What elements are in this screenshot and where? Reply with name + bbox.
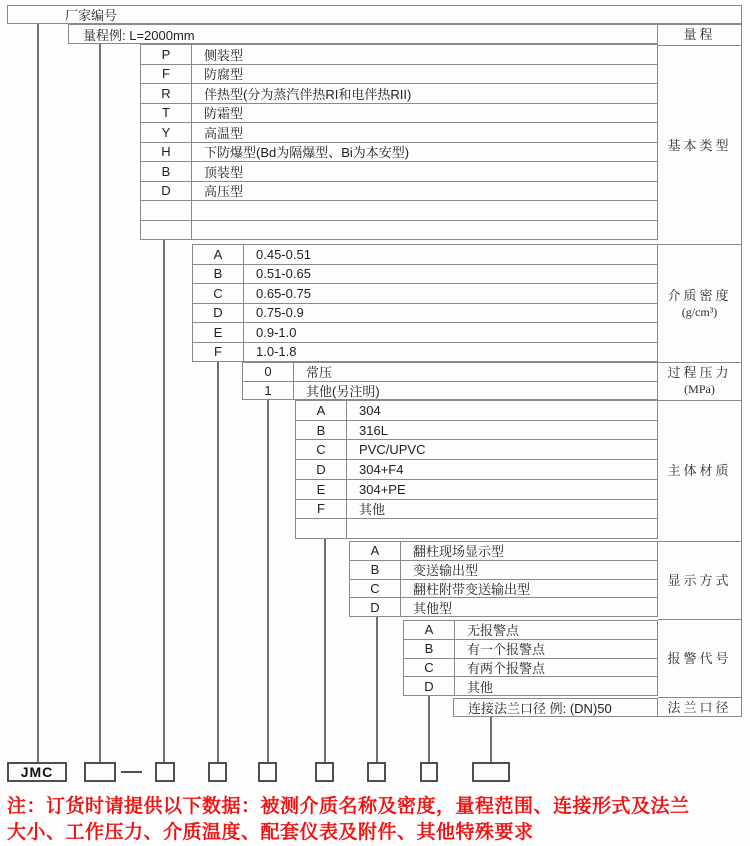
- option-row: [193, 303, 657, 323]
- option-desc: 304+F4: [359, 462, 404, 478]
- connector-line-medium-density: [217, 362, 219, 762]
- option-row: [141, 220, 657, 240]
- code-box-medium-density: [208, 762, 227, 782]
- option-row: [296, 420, 657, 440]
- connector-line-manufacturer: [37, 24, 39, 762]
- option-code: A: [296, 401, 347, 420]
- side-label-process-pressure: 过程压力 (MPa): [658, 362, 741, 400]
- flange-size-text: 连接法兰口径 例: (DN)50: [468, 701, 612, 716]
- option-row: [404, 639, 657, 658]
- option-code: 0: [243, 363, 294, 381]
- option-desc: 变送输出型: [413, 563, 479, 579]
- option-desc: 0.51-0.65: [256, 266, 311, 282]
- option-desc: 高温型: [204, 125, 244, 141]
- option-row: [404, 658, 657, 677]
- option-desc: 0.65-0.75: [256, 285, 311, 301]
- option-code: [296, 519, 347, 538]
- option-code: F: [193, 343, 244, 362]
- option-desc: 其他(另注明): [306, 383, 380, 399]
- option-row: [193, 264, 657, 284]
- option-desc: 其他型: [413, 600, 453, 616]
- option-row: [141, 200, 657, 220]
- connector-line-flange-size: [490, 717, 492, 762]
- option-desc: 有一个报警点: [467, 642, 546, 658]
- code-box-basic-type: [155, 762, 175, 782]
- option-desc: 翻柱附带变送输出型: [413, 581, 531, 597]
- connector-line-process-pressure: [267, 400, 269, 762]
- option-row: [243, 363, 657, 381]
- option-desc: 高压型: [204, 184, 244, 200]
- option-code: [141, 221, 192, 240]
- code-box-alarm-code: [420, 762, 438, 782]
- option-code: B: [193, 265, 244, 284]
- option-desc: [192, 201, 657, 220]
- option-code: B: [404, 640, 455, 658]
- ordering-note: [7, 794, 747, 846]
- option-row: [141, 122, 657, 142]
- connector-line-body-material: [324, 539, 326, 762]
- option-code: T: [141, 104, 192, 123]
- code-box-range: [84, 762, 116, 782]
- option-code: P: [141, 45, 192, 64]
- option-desc: 翻柱现场显示型: [413, 544, 505, 560]
- option-row: [141, 181, 657, 201]
- option-desc: 304+PE: [359, 481, 406, 497]
- option-code: [141, 201, 192, 220]
- option-code: D: [141, 182, 192, 201]
- option-row: [141, 83, 657, 103]
- option-desc: 0.75-0.9: [256, 305, 304, 321]
- option-code: H: [141, 143, 192, 162]
- option-desc: 下防爆型(Bd为隔爆型、Bi为本安型): [204, 145, 410, 161]
- side-label-range: 量程: [683, 27, 716, 43]
- option-row: [296, 459, 657, 479]
- side-label-basic-type: 基本类型: [658, 45, 741, 244]
- option-desc: 316L: [359, 422, 388, 438]
- option-code: D: [193, 304, 244, 323]
- option-code: 1: [243, 382, 294, 400]
- model-code-separator: [121, 771, 142, 773]
- option-desc: [192, 221, 657, 240]
- option-desc: [347, 519, 657, 538]
- option-desc: 1.0-1.8: [256, 344, 297, 360]
- option-desc: 有两个报警点: [467, 660, 546, 676]
- option-desc: 0.45-0.51: [256, 246, 311, 262]
- option-row: [141, 45, 657, 64]
- option-code: D: [404, 677, 455, 695]
- option-code: A: [193, 245, 244, 264]
- option-row: [404, 676, 657, 695]
- side-label-alarm-code: 报警代号: [658, 619, 741, 697]
- option-row: [141, 142, 657, 162]
- side-label-body-material: 主体材质: [658, 400, 741, 541]
- option-code: A: [404, 621, 455, 639]
- option-desc: 防霜型: [204, 106, 244, 122]
- option-row: [141, 161, 657, 181]
- group-alarm-code: [403, 620, 658, 696]
- connector-line-basic-type: [163, 240, 165, 762]
- option-code: A: [350, 542, 401, 560]
- group-basic-type: [140, 44, 658, 240]
- option-row: [350, 597, 657, 616]
- code-box-process-pressure: [258, 762, 277, 782]
- connector-line-range: [99, 44, 101, 762]
- option-row: [350, 579, 657, 598]
- connector-line-alarm-code: [428, 696, 430, 762]
- option-code: C: [404, 659, 455, 677]
- category-label-column: [658, 24, 742, 717]
- manufacturer-code-row: [7, 5, 742, 24]
- option-code: E: [296, 480, 347, 499]
- option-row: [141, 64, 657, 84]
- option-row: [404, 621, 657, 639]
- side-label-medium-density: 介质密度 (g/cm³): [658, 244, 741, 362]
- option-desc: 304: [359, 402, 381, 418]
- flange-size-row: [453, 698, 658, 717]
- option-code: Y: [141, 123, 192, 142]
- group-process-pressure: [242, 362, 658, 400]
- option-row: [296, 479, 657, 499]
- option-code: F: [141, 65, 192, 84]
- option-code: D: [296, 460, 347, 479]
- option-code: C: [193, 284, 244, 303]
- option-row: [193, 245, 657, 264]
- group-medium-density: [192, 244, 658, 362]
- option-row: [193, 283, 657, 303]
- option-desc: 0.9-1.0: [256, 324, 297, 340]
- option-code: F: [296, 500, 347, 519]
- option-desc: 常压: [306, 365, 333, 381]
- range-row: [68, 24, 658, 44]
- option-code: C: [296, 440, 347, 459]
- option-code: E: [193, 323, 244, 342]
- option-code: B: [350, 561, 401, 579]
- option-row: [296, 499, 657, 519]
- option-code: C: [350, 580, 401, 598]
- model-prefix-box: [7, 762, 67, 782]
- side-label-flange-size: 法兰口径: [658, 697, 741, 716]
- option-row: [141, 103, 657, 123]
- code-box-body-material: [315, 762, 334, 782]
- option-row: [296, 401, 657, 420]
- ordering-note-line1: 注：订货时请提供以下数据：被测介质名称及密度，量程范围、连接形式及法兰: [7, 796, 690, 817]
- option-row: [350, 560, 657, 579]
- option-row: [193, 322, 657, 342]
- model-prefix-label: JMC: [20, 764, 54, 780]
- option-code: B: [141, 162, 192, 181]
- range-example-label: 量程例: L=2000mm: [83, 27, 195, 43]
- option-desc: 顶装型: [204, 164, 244, 180]
- option-row: [296, 518, 657, 538]
- option-row: [350, 542, 657, 560]
- option-code: R: [141, 84, 192, 103]
- option-code: B: [296, 421, 347, 440]
- option-desc: 防腐型: [204, 67, 244, 83]
- option-desc: 侧装型: [204, 47, 244, 63]
- option-desc: 其他: [467, 679, 494, 695]
- manufacturer-code-label: 厂家编号: [65, 8, 118, 23]
- option-desc: 无报警点: [467, 623, 520, 639]
- option-code: D: [350, 598, 401, 616]
- option-desc: 伴热型(分为蒸汽伴热RI和电伴热RII): [204, 86, 412, 102]
- side-label-display-mode: 显示方式: [658, 541, 741, 620]
- option-row: [296, 439, 657, 459]
- option-desc: 其他: [359, 502, 386, 518]
- option-row: [193, 342, 657, 362]
- ordering-note-line2: 大小、工作压力、介质温度、配套仪表及附件、其他特殊要求: [7, 822, 534, 843]
- group-display-mode: [349, 541, 658, 617]
- option-desc: PVC/UPVC: [359, 442, 426, 458]
- option-row: [243, 381, 657, 400]
- group-body-material: [295, 400, 658, 539]
- connector-line-display-mode: [376, 617, 378, 762]
- code-box-flange-size: [472, 762, 510, 782]
- code-box-display-mode: [367, 762, 386, 782]
